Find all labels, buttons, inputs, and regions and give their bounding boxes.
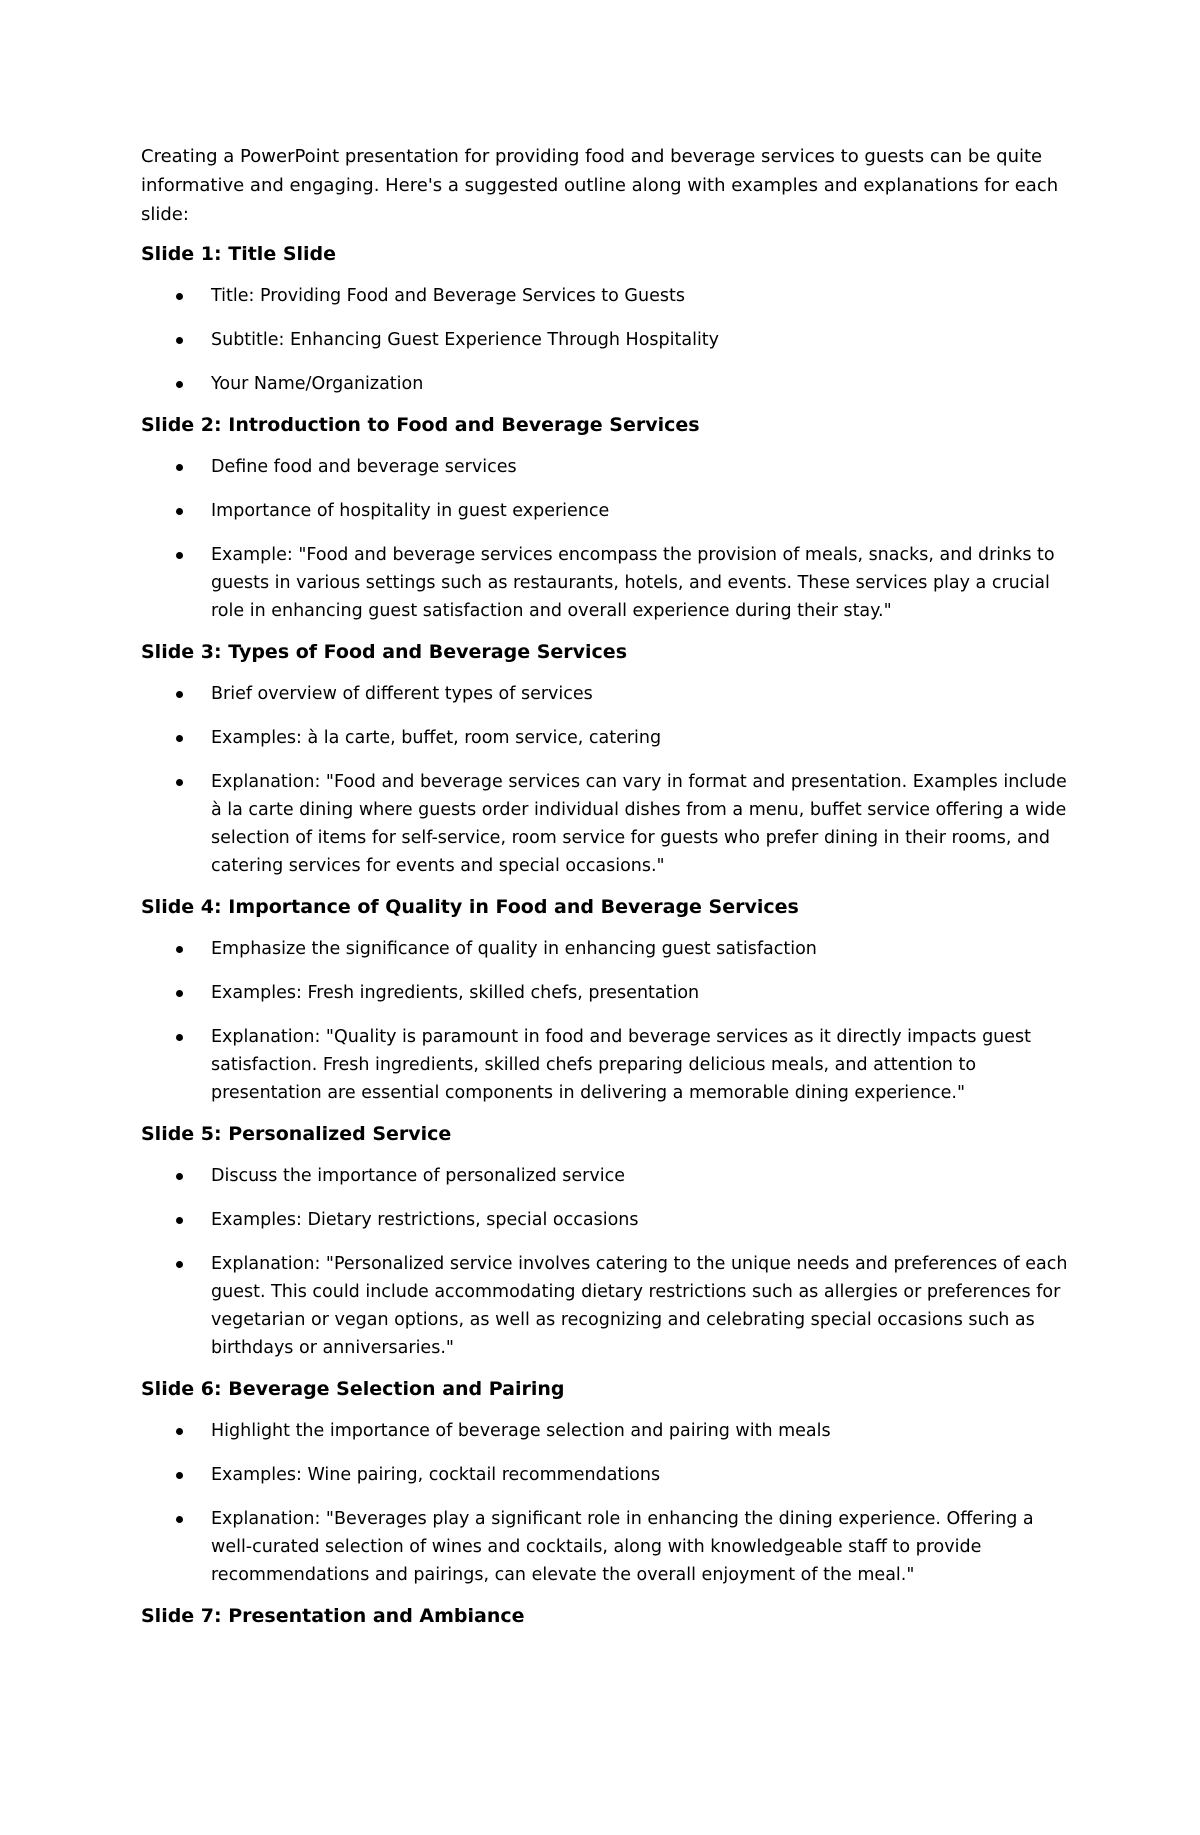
bullet-item [141, 453, 1071, 481]
bullet-text: Emphasize the significance of quality in enhancing guest satisfaction [211, 939, 817, 959]
bullet-item [141, 1505, 1071, 1589]
bullet-list-slide-2 [141, 453, 1071, 625]
intro-paragraph: Creating a PowerPoint presentation for providing food and beverage services to guests can be quite informative and engaging. Here's a suggested outline along with examples and explanations for each slide: [141, 146, 1059, 225]
bullet-text: Example: "Food and beverage services encompass the provision of meals, snacks, and drinks to guests in various settings such as restaurants, hotels, and events. These services play a crucial role in enhancing guest satisfaction and overall experience during their stay." [211, 545, 1055, 621]
bullet-icon [176, 946, 183, 953]
bullet-text: Title: Providing Food and Beverage Services to Guests [211, 286, 685, 306]
bullet-text: Explanation: "Quality is paramount in food and beverage services as it directly impacts guest satisfaction. Fresh ingredients, skilled chefs preparing delicious meals, and attention to presentation are essential components in delivering a memorable dining experience." [211, 1027, 1032, 1103]
bullet-item [141, 724, 1071, 752]
bullet-item [141, 326, 1071, 354]
bullet-item [141, 768, 1071, 880]
bullet-list-slide-4 [141, 935, 1071, 1107]
bullet-icon [176, 464, 183, 471]
bullet-list-slide-6 [141, 1417, 1071, 1589]
bullet-text: Importance of hospitality in guest experience [211, 501, 610, 521]
bullet-text: Explanation: "Food and beverage services can vary in format and presentation. Examples include à la carte dining where guests order individual dishes from a menu, buffet service offering a wide selection of items for self-service, room service for guests who prefer dining in their rooms, and catering services for events and special occasions." [211, 772, 1067, 876]
bullet-item [141, 1250, 1071, 1362]
bullet-item [141, 497, 1071, 525]
section-heading-slide-6: Slide 6: Beverage Selection and Pairing [141, 1378, 565, 1400]
bullet-item [141, 979, 1071, 1007]
bullet-icon [176, 1261, 183, 1268]
bullet-text: Explanation: "Beverages play a significant role in enhancing the dining experience. Offering a well-curated selection of wines and cocktails, along with knowledgeable staff to provide recommendations and pairings, can elevate the overall enjoyment of the meal." [211, 1509, 1034, 1585]
document-page [141, 142, 1071, 1644]
bullet-icon [176, 1428, 183, 1435]
bullet-icon [176, 293, 183, 300]
section-heading-slide-2: Slide 2: Introduction to Food and Beverage Services [141, 414, 700, 436]
section-heading-slide-4: Slide 4: Importance of Quality in Food and Beverage Services [141, 896, 799, 918]
section-heading-slide-3: Slide 3: Types of Food and Beverage Services [141, 641, 628, 663]
bullet-item [141, 1023, 1071, 1107]
bullet-icon [176, 691, 183, 698]
bullet-icon [176, 1217, 183, 1224]
bullet-item [141, 680, 1071, 708]
bullet-item [141, 282, 1071, 310]
bullet-text: Subtitle: Enhancing Guest Experience Through Hospitality [211, 330, 720, 350]
bullet-text: Brief overview of different types of services [211, 684, 593, 704]
bullet-icon [176, 381, 183, 388]
bullet-list-slide-5 [141, 1162, 1071, 1362]
bullet-icon [176, 1034, 183, 1041]
bullet-text: Highlight the importance of beverage selection and pairing with meals [211, 1421, 831, 1441]
bullet-text: Examples: Wine pairing, cocktail recommendations [211, 1465, 661, 1485]
bullet-item [141, 1461, 1071, 1489]
bullet-list-slide-1 [141, 282, 1071, 398]
bullet-item [141, 541, 1071, 625]
bullet-text: Examples: à la carte, buffet, room service, catering [211, 728, 662, 748]
bullet-icon [176, 779, 183, 786]
bullet-text: Examples: Dietary restrictions, special occasions [211, 1210, 639, 1230]
bullet-text: Define food and beverage services [211, 457, 517, 477]
bullet-icon [176, 1173, 183, 1180]
bullet-text: Explanation: "Personalized service involves catering to the unique needs and preferences of each guest. This could include accommodating dietary restrictions such as allergies or preferences for vegetarian or vegan options, as well as recognizing and celebrating special occasions such as birthdays or anniversaries." [211, 1254, 1068, 1358]
bullet-icon [176, 508, 183, 515]
bullet-item [141, 1417, 1071, 1445]
bullet-text: Discuss the importance of personalized service [211, 1166, 625, 1186]
bullet-icon [176, 1472, 183, 1479]
bullet-item [141, 1206, 1071, 1234]
bullet-list-slide-3 [141, 680, 1071, 880]
bullet-icon [176, 990, 183, 997]
bullet-icon [176, 735, 183, 742]
bullet-icon [176, 337, 183, 344]
bullet-icon [176, 1516, 183, 1523]
bullet-icon [176, 552, 183, 559]
section-heading-slide-1: Slide 1: Title Slide [141, 243, 337, 265]
bullet-text: Examples: Fresh ingredients, skilled chefs, presentation [211, 983, 700, 1003]
bullet-item [141, 935, 1071, 963]
bullet-text: Your Name/Organization [211, 374, 424, 394]
section-heading-slide-5: Slide 5: Personalized Service [141, 1123, 452, 1145]
bullet-item [141, 370, 1071, 398]
section-heading-slide-7: Slide 7: Presentation and Ambiance [141, 1605, 525, 1627]
bullet-item [141, 1162, 1071, 1190]
